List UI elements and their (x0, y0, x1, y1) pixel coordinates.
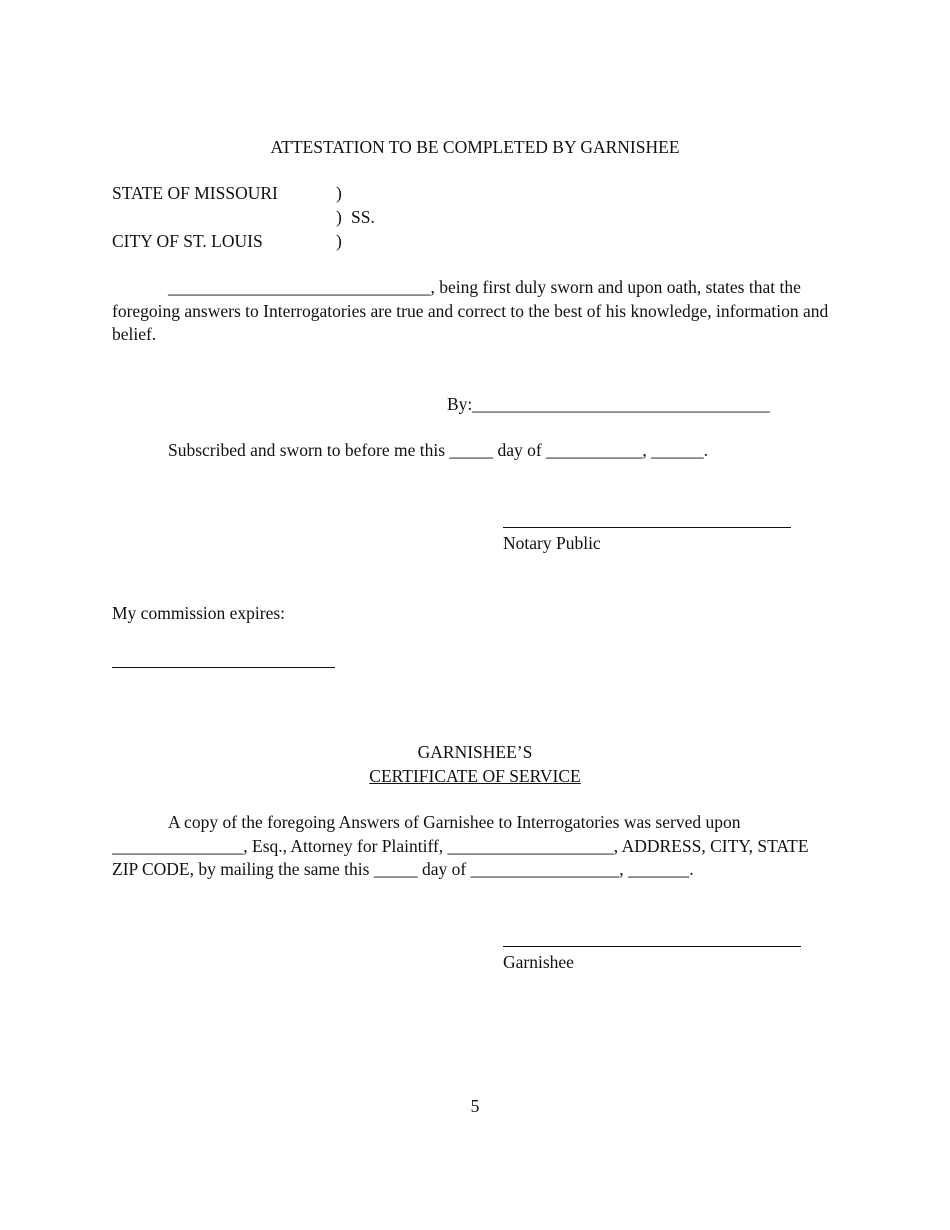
oath-line-2: foregoing answers to Interrogatories are true and correct to the best of his knowledge, information and (112, 301, 829, 321)
garnishee-label: Garnishee (503, 952, 574, 972)
attestation-heading: ATTESTATION TO BE COMPLETED BY GARNISHEE (270, 137, 680, 157)
oath-line-1: ______________________________, being first duly sworn and upon oath, states that the (168, 277, 801, 297)
venue-state: STATE OF MISSOURI (112, 183, 278, 203)
oath-line-3: belief. (112, 324, 157, 344)
certificate-body-line-2: _______________, Esq., Attorney for Plaintiff, ___________________, ADDRESS, CITY, STATE (112, 836, 809, 856)
venue-paren-3: ) (336, 231, 342, 251)
commission-date-rule (112, 667, 335, 668)
commission-label: My commission expires: (112, 603, 286, 623)
page-number: 5 (470, 1096, 480, 1116)
notary-public-label: Notary Public (503, 533, 601, 553)
certificate-heading-line-2 (0, 764, 950, 788)
garnishee-signature-rule (503, 946, 801, 947)
certificate-body-line-1: A copy of the foregoing Answers of Garnishee to Interrogatories was served upon (168, 812, 741, 832)
notary-signature-rule (503, 527, 791, 528)
subscribed-line: Subscribed and sworn to before me this _____ day of ___________, ______. (168, 440, 708, 460)
certificate-body-line-3: ZIP CODE, by mailing the same this _____ day of _________________, _______. (112, 859, 694, 879)
certificate-heading-text: CERTIFICATE OF SERVICE (369, 766, 581, 786)
by-signature-line: By:__________________________________ (447, 394, 770, 414)
venue-paren-1: ) (336, 183, 342, 203)
venue-city: CITY OF ST. LOUIS (112, 231, 263, 251)
venue-ss: SS. (351, 207, 375, 227)
certificate-heading-line-1: GARNISHEE’S (417, 742, 533, 762)
venue-paren-2: ) (336, 207, 342, 227)
